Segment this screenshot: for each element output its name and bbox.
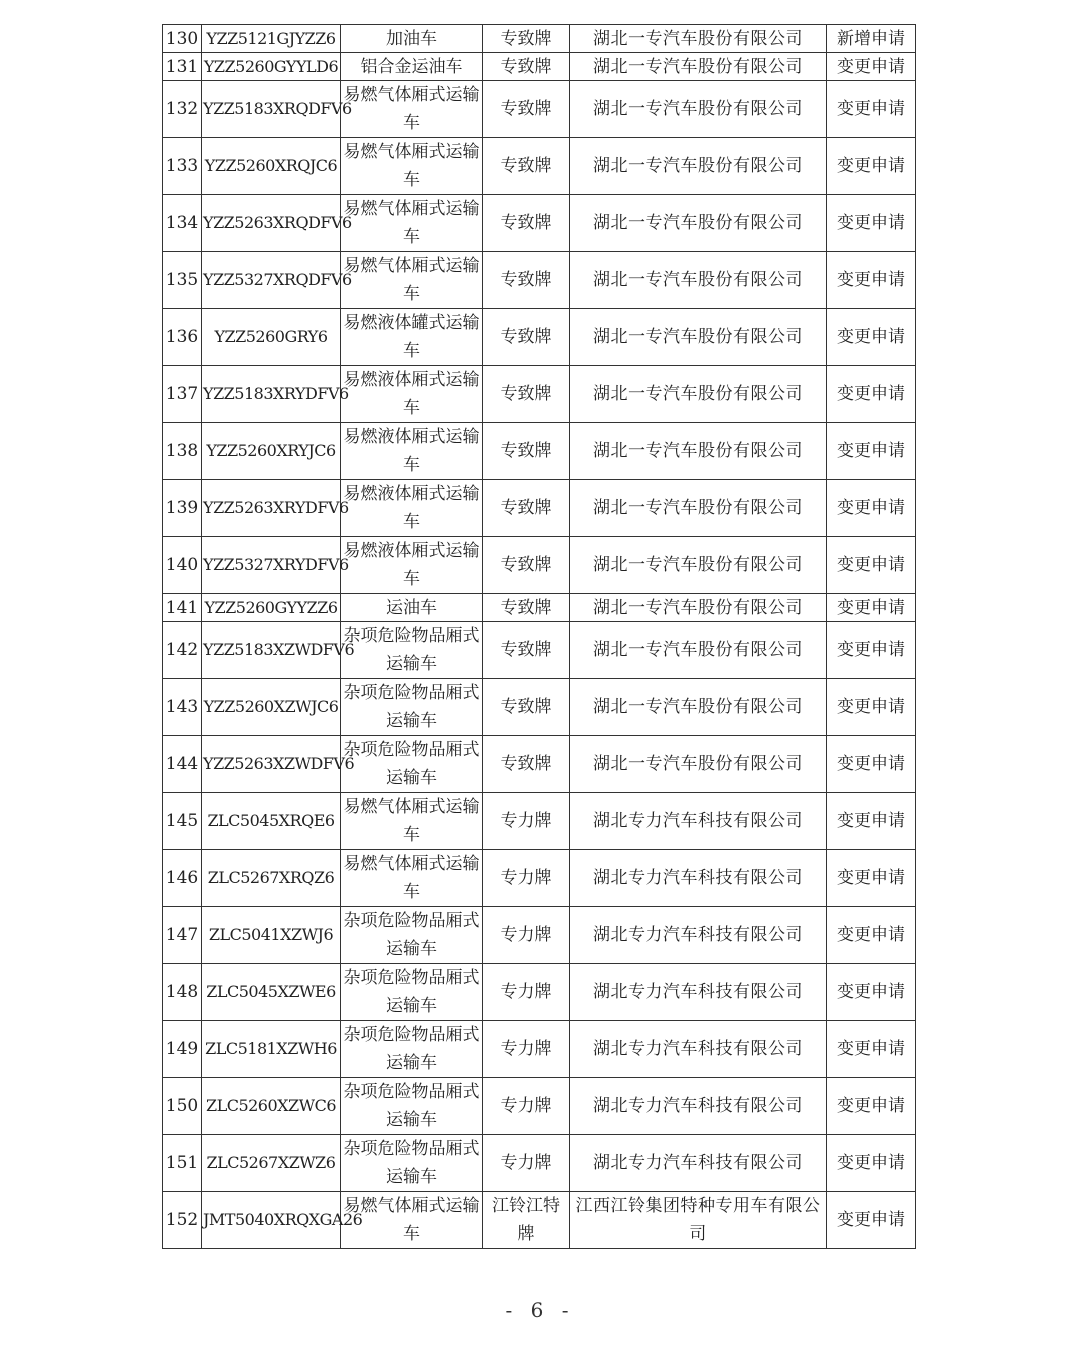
brand-cell: 专致牌 <box>483 366 570 423</box>
table-row <box>163 195 916 252</box>
row-number-cell: 145 <box>163 793 202 850</box>
table-row <box>163 594 916 622</box>
vehicle-name-cell: 杂项危险物品厢式运输车 <box>341 679 483 736</box>
vehicle-model-cell: ZLC5041XZWJ6 <box>202 907 341 964</box>
vehicle-name-cell: 易燃液体厢式运输车 <box>341 423 483 480</box>
vehicle-model-cell: YZZ5183XRYDFV6 <box>202 366 341 423</box>
company-cell: 湖北专力汽车科技有限公司 <box>570 964 827 1021</box>
application-type-cell: 变更申请 <box>827 1078 916 1135</box>
company-cell: 湖北一专汽车股份有限公司 <box>570 594 827 622</box>
vehicle-model-cell: YZZ5263XRYDFV6 <box>202 480 341 537</box>
vehicle-list-table <box>162 24 916 1249</box>
vehicle-name-cell: 易燃气体厢式运输车 <box>341 81 483 138</box>
application-type-cell: 变更申请 <box>827 1192 916 1249</box>
row-number-cell: 137 <box>163 366 202 423</box>
row-number-cell: 131 <box>163 53 202 81</box>
brand-cell: 专力牌 <box>483 850 570 907</box>
vehicle-model-cell: YZZ5260XRQJC6 <box>202 138 341 195</box>
table-row <box>163 81 916 138</box>
brand-cell: 专力牌 <box>483 964 570 1021</box>
vehicle-model-cell: YZZ5121GJYZZ6 <box>202 25 341 53</box>
company-cell: 江西江铃集团特种专用车有限公司 <box>570 1192 827 1249</box>
vehicle-model-cell: ZLC5260XZWC6 <box>202 1078 341 1135</box>
company-cell: 湖北一专汽车股份有限公司 <box>570 252 827 309</box>
brand-cell: 专力牌 <box>483 1021 570 1078</box>
row-number-cell: 150 <box>163 1078 202 1135</box>
vehicle-model-cell: YZZ5263XRQDFV6 <box>202 195 341 252</box>
row-number-cell: 144 <box>163 736 202 793</box>
application-type-cell: 变更申请 <box>827 679 916 736</box>
application-type-cell: 变更申请 <box>827 81 916 138</box>
company-cell: 湖北专力汽车科技有限公司 <box>570 850 827 907</box>
vehicle-name-cell: 杂项危险物品厢式运输车 <box>341 1078 483 1135</box>
row-number-cell: 130 <box>163 25 202 53</box>
vehicle-name-cell: 易燃气体厢式运输车 <box>341 195 483 252</box>
brand-cell: 江铃江特牌 <box>483 1192 570 1249</box>
table-row <box>163 964 916 1021</box>
application-type-cell: 变更申请 <box>827 594 916 622</box>
row-number-cell: 140 <box>163 537 202 594</box>
brand-cell: 专力牌 <box>483 793 570 850</box>
vehicle-model-cell: ZLC5181XZWH6 <box>202 1021 341 1078</box>
brand-cell: 专致牌 <box>483 25 570 53</box>
vehicle-model-cell: ZLC5045XRQE6 <box>202 793 341 850</box>
vehicle-model-cell: ZLC5267XZWZ6 <box>202 1135 341 1192</box>
row-number-cell: 147 <box>163 907 202 964</box>
company-cell: 湖北一专汽车股份有限公司 <box>570 423 827 480</box>
company-cell: 湖北专力汽车科技有限公司 <box>570 907 827 964</box>
table-row <box>163 736 916 793</box>
vehicle-model-cell: ZLC5267XRQZ6 <box>202 850 341 907</box>
vehicle-model-cell: YZZ5327XRQDFV6 <box>202 252 341 309</box>
table-row <box>163 53 916 81</box>
table-body <box>163 25 916 1249</box>
brand-cell: 专致牌 <box>483 138 570 195</box>
brand-cell: 专力牌 <box>483 907 570 964</box>
application-type-cell: 变更申请 <box>827 1135 916 1192</box>
table-row <box>163 537 916 594</box>
company-cell: 湖北一专汽车股份有限公司 <box>570 366 827 423</box>
brand-cell: 专致牌 <box>483 622 570 679</box>
table-row <box>163 679 916 736</box>
table-row <box>163 793 916 850</box>
table-row <box>163 138 916 195</box>
company-cell: 湖北一专汽车股份有限公司 <box>570 25 827 53</box>
vehicle-name-cell: 杂项危险物品厢式运输车 <box>341 1021 483 1078</box>
vehicle-name-cell: 杂项危险物品厢式运输车 <box>341 1135 483 1192</box>
table-row <box>163 907 916 964</box>
application-type-cell: 变更申请 <box>827 1021 916 1078</box>
row-number-cell: 143 <box>163 679 202 736</box>
application-type-cell: 变更申请 <box>827 736 916 793</box>
vehicle-model-cell: YZZ5260XZWJC6 <box>202 679 341 736</box>
row-number-cell: 149 <box>163 1021 202 1078</box>
row-number-cell: 146 <box>163 850 202 907</box>
row-number-cell: 151 <box>163 1135 202 1192</box>
table-row <box>163 622 916 679</box>
brand-cell: 专致牌 <box>483 736 570 793</box>
row-number-cell: 142 <box>163 622 202 679</box>
vehicle-model-cell: YZZ5260XRYJC6 <box>202 423 341 480</box>
brand-cell: 专致牌 <box>483 480 570 537</box>
brand-cell: 专致牌 <box>483 537 570 594</box>
brand-cell: 专致牌 <box>483 81 570 138</box>
brand-cell: 专致牌 <box>483 594 570 622</box>
table-row <box>163 1021 916 1078</box>
application-type-cell: 变更申请 <box>827 793 916 850</box>
vehicle-model-cell: YZZ5327XRYDFV6 <box>202 537 341 594</box>
vehicle-name-cell: 杂项危险物品厢式运输车 <box>341 907 483 964</box>
vehicle-model-cell: YZZ5260GRY6 <box>202 309 341 366</box>
table-row <box>163 423 916 480</box>
vehicle-name-cell: 运油车 <box>341 594 483 622</box>
table-row <box>163 1078 916 1135</box>
table-row <box>163 309 916 366</box>
company-cell: 湖北专力汽车科技有限公司 <box>570 1021 827 1078</box>
table-row <box>163 1135 916 1192</box>
brand-cell: 专致牌 <box>483 309 570 366</box>
company-cell: 湖北一专汽车股份有限公司 <box>570 81 827 138</box>
application-type-cell: 变更申请 <box>827 622 916 679</box>
application-type-cell: 变更申请 <box>827 480 916 537</box>
company-cell: 湖北一专汽车股份有限公司 <box>570 679 827 736</box>
row-number-cell: 152 <box>163 1192 202 1249</box>
table-row <box>163 1192 916 1249</box>
vehicle-name-cell: 易燃液体厢式运输车 <box>341 480 483 537</box>
vehicle-name-cell: 加油车 <box>341 25 483 53</box>
application-type-cell: 变更申请 <box>827 537 916 594</box>
company-cell: 湖北一专汽车股份有限公司 <box>570 537 827 594</box>
row-number-cell: 135 <box>163 252 202 309</box>
row-number-cell: 133 <box>163 138 202 195</box>
vehicle-name-cell: 杂项危险物品厢式运输车 <box>341 622 483 679</box>
application-type-cell: 变更申请 <box>827 195 916 252</box>
company-cell: 湖北一专汽车股份有限公司 <box>570 138 827 195</box>
company-cell: 湖北一专汽车股份有限公司 <box>570 736 827 793</box>
company-cell: 湖北一专汽车股份有限公司 <box>570 622 827 679</box>
row-number-cell: 134 <box>163 195 202 252</box>
vehicle-model-cell: JMT5040XRQXGA26 <box>202 1192 341 1249</box>
company-cell: 湖北专力汽车科技有限公司 <box>570 793 827 850</box>
row-number-cell: 138 <box>163 423 202 480</box>
vehicle-name-cell: 易燃气体厢式运输车 <box>341 850 483 907</box>
brand-cell: 专力牌 <box>483 1135 570 1192</box>
brand-cell: 专致牌 <box>483 195 570 252</box>
vehicle-model-cell: YZZ5183XZWDFV6 <box>202 622 341 679</box>
application-type-cell: 变更申请 <box>827 138 916 195</box>
brand-cell: 专致牌 <box>483 252 570 309</box>
table-row <box>163 252 916 309</box>
brand-cell: 专致牌 <box>483 423 570 480</box>
row-number-cell: 132 <box>163 81 202 138</box>
company-cell: 湖北一专汽车股份有限公司 <box>570 309 827 366</box>
vehicle-name-cell: 杂项危险物品厢式运输车 <box>341 736 483 793</box>
company-cell: 湖北一专汽车股份有限公司 <box>570 480 827 537</box>
row-number-cell: 136 <box>163 309 202 366</box>
vehicle-name-cell: 易燃液体厢式运输车 <box>341 537 483 594</box>
company-cell: 湖北专力汽车科技有限公司 <box>570 1078 827 1135</box>
vehicle-model-cell: YZZ5260GYYLD6 <box>202 53 341 81</box>
vehicle-model-cell: YZZ5260GYYZZ6 <box>202 594 341 622</box>
vehicle-model-cell: YZZ5263XZWDFV6 <box>202 736 341 793</box>
vehicle-name-cell: 易燃气体厢式运输车 <box>341 252 483 309</box>
company-cell: 湖北一专汽车股份有限公司 <box>570 53 827 81</box>
application-type-cell: 变更申请 <box>827 907 916 964</box>
vehicle-name-cell: 易燃气体厢式运输车 <box>341 1192 483 1249</box>
table-row <box>163 850 916 907</box>
vehicle-name-cell: 易燃气体厢式运输车 <box>341 138 483 195</box>
application-type-cell: 变更申请 <box>827 423 916 480</box>
vehicle-name-cell: 易燃液体罐式运输车 <box>341 309 483 366</box>
page-number: - 6 - <box>505 1298 575 1322</box>
vehicle-model-cell: ZLC5045XZWE6 <box>202 964 341 1021</box>
row-number-cell: 139 <box>163 480 202 537</box>
vehicle-name-cell: 铝合金运油车 <box>341 53 483 81</box>
application-type-cell: 变更申请 <box>827 850 916 907</box>
table-row <box>163 480 916 537</box>
vehicle-model-cell: YZZ5183XRQDFV6 <box>202 81 341 138</box>
application-type-cell: 变更申请 <box>827 964 916 1021</box>
table-row <box>163 366 916 423</box>
company-cell: 湖北一专汽车股份有限公司 <box>570 195 827 252</box>
vehicle-name-cell: 易燃气体厢式运输车 <box>341 793 483 850</box>
brand-cell: 专力牌 <box>483 1078 570 1135</box>
row-number-cell: 148 <box>163 964 202 1021</box>
application-type-cell: 新增申请 <box>827 25 916 53</box>
application-type-cell: 变更申请 <box>827 309 916 366</box>
application-type-cell: 变更申请 <box>827 53 916 81</box>
vehicle-name-cell: 杂项危险物品厢式运输车 <box>341 964 483 1021</box>
brand-cell: 专致牌 <box>483 679 570 736</box>
vehicle-name-cell: 易燃液体厢式运输车 <box>341 366 483 423</box>
company-cell: 湖北专力汽车科技有限公司 <box>570 1135 827 1192</box>
row-number-cell: 141 <box>163 594 202 622</box>
table-row <box>163 25 916 53</box>
application-type-cell: 变更申请 <box>827 252 916 309</box>
application-type-cell: 变更申请 <box>827 366 916 423</box>
brand-cell: 专致牌 <box>483 53 570 81</box>
